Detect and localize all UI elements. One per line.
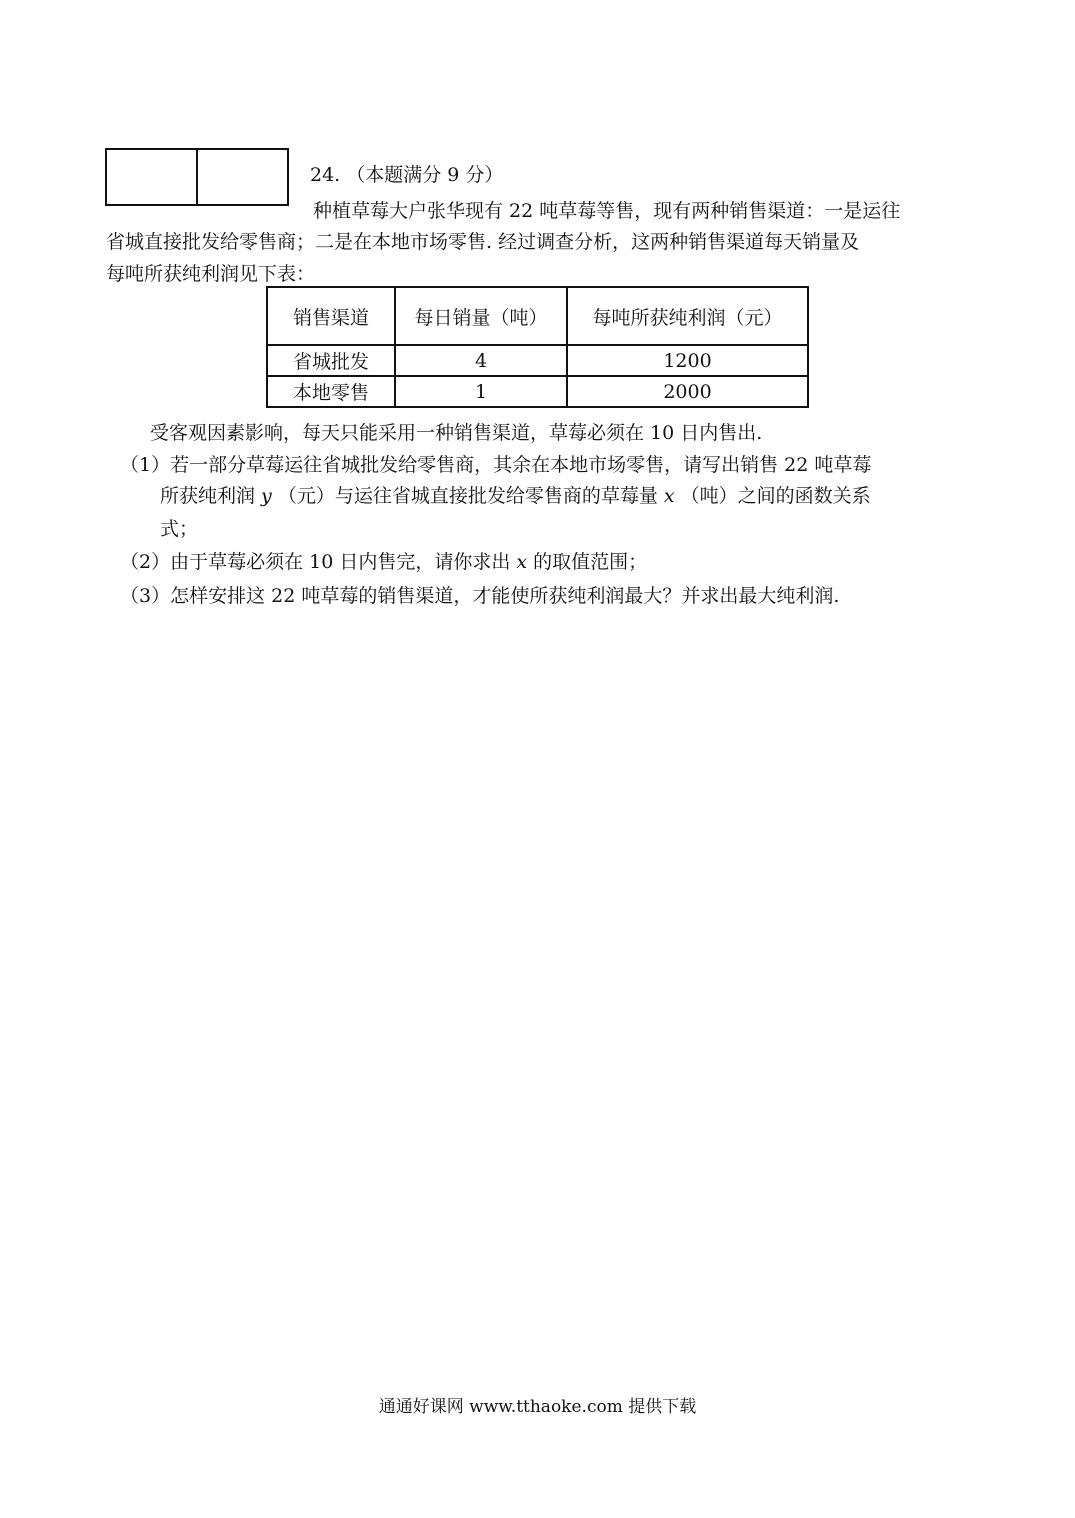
part-1-text: （吨）之间的函数关系 — [674, 485, 871, 507]
table-cell: 本地零售 — [267, 376, 395, 407]
table-cell: 1200 — [567, 345, 808, 376]
variable-y: y — [261, 485, 272, 507]
table-header-cell: 每日销量（吨） — [395, 287, 567, 345]
variable-x: x — [663, 485, 675, 507]
intro-line-2: 省城直接批发给零售商；二是在本地市场零售. 经过调查分析，这两种销售渠道每天销量及 — [106, 231, 860, 253]
part-3: （3）怎样安排这 22 吨草莓的销售渠道，才能使所获纯利润最大？并求出最大纯利润. — [120, 585, 840, 607]
part-2-text: 的取值范围； — [527, 551, 648, 573]
part-1-line-3: 式； — [160, 518, 199, 540]
part-1-text: （元）与运往省城直接批发给零售商的草莓量 — [271, 485, 664, 507]
table-cell: 1 — [395, 376, 567, 407]
score-box — [105, 148, 289, 206]
variable-x: x — [516, 551, 528, 573]
table-header-cell: 每吨所获纯利润（元） — [567, 287, 808, 345]
part-1-text: 所获纯利润 — [160, 485, 262, 507]
table-cell: 4 — [395, 345, 567, 376]
sales-table — [266, 286, 809, 408]
table-row — [267, 345, 808, 376]
intro-line-1: 种植草莓大户张华现有 22 吨草莓等售，现有两种销售渠道：一是运往 — [313, 200, 901, 222]
question-number: 24. （本题满分 9 分） — [310, 164, 504, 186]
score-cell-points — [196, 150, 287, 204]
part-2 — [120, 547, 647, 574]
table-cell: 2000 — [567, 376, 808, 407]
table-cell: 省城批发 — [267, 345, 395, 376]
part-2-text: （2）由于草莓必须在 10 日内售完，请你求出 — [120, 551, 517, 573]
intro-line-3: 每吨所获纯利润见下表： — [106, 263, 316, 285]
part-1-line-2 — [160, 481, 871, 508]
page-footer: 通通好课网 www.tthaoke.com 提供下载 — [378, 1397, 697, 1417]
table-row — [267, 376, 808, 407]
table-header-cell: 销售渠道 — [267, 287, 395, 345]
table-header-row — [267, 287, 808, 345]
part-1-line-1: （1）若一部分草莓运往省城批发给零售商，其余在本地市场零售，请写出销售 22 吨草莓 — [120, 454, 872, 476]
condition-text: 受客观因素影响，每天只能采用一种销售渠道，草莓必须在 10 日内售出. — [150, 422, 763, 444]
score-cell-grader — [107, 150, 196, 204]
